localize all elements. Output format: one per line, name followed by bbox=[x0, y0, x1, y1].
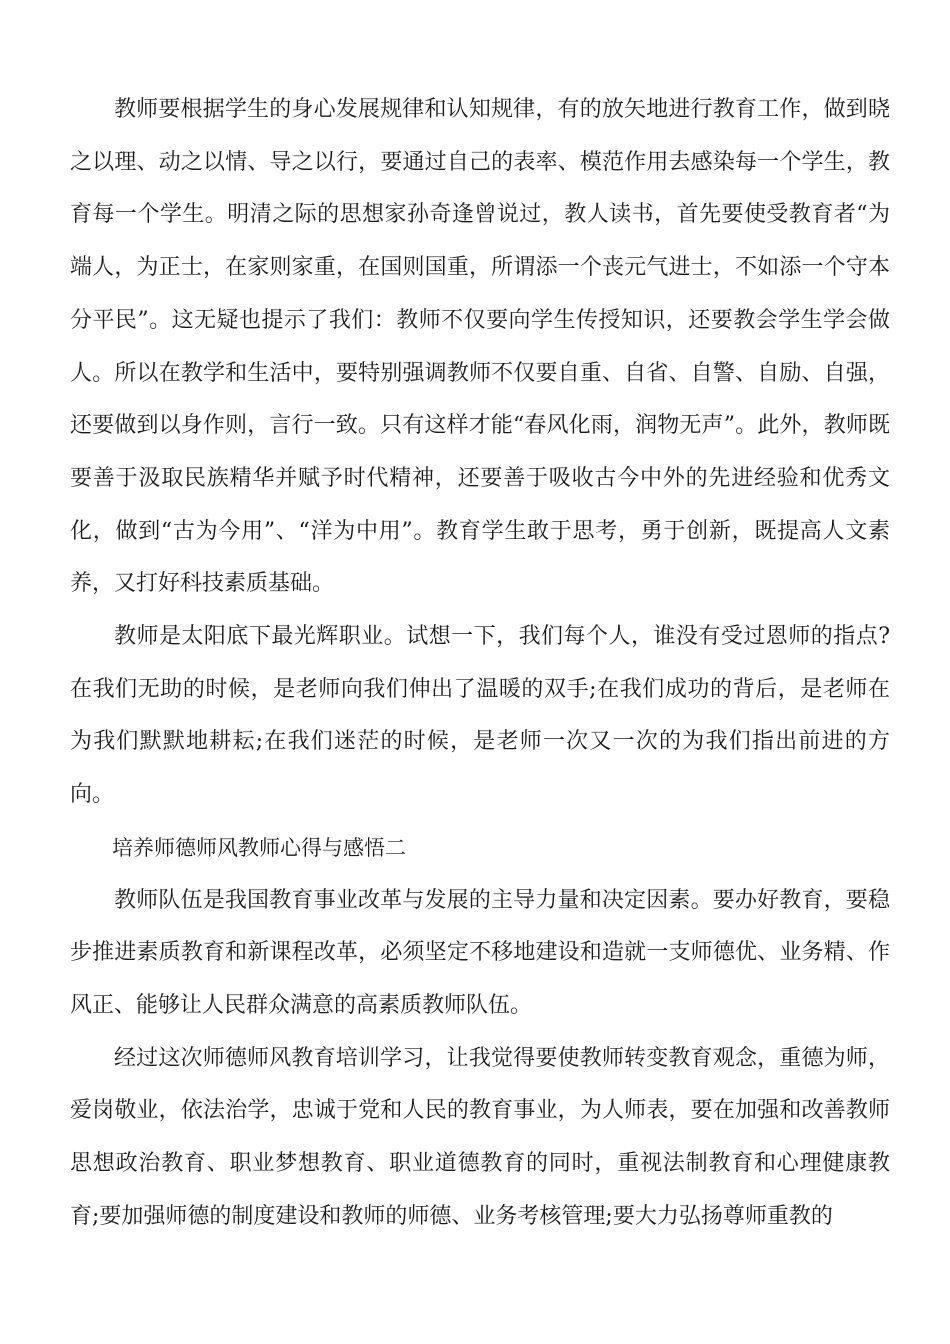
document-page bbox=[70, 84, 890, 1243]
body-paragraph: 经过这次师德师风教育培训学习，让我觉得要使教师转变教育观念，重德为师，爱岗敬业，依法治学，忠诚于党和人民的教育事业，为人师表，要在加强和改善教师思想政治教育、职业梦想教育、职业道德教育的同时，重视法制教育和心理健康教育;要加强师德的制度建设和教师的师德、业务考核管理;要大力弘扬尊师重教的 bbox=[70, 1045, 890, 1229]
body-paragraph: 教师要根据学生的身心发展规律和认知规律，有的放矢地进行教育工作，做到晓之以理、动之以情、导之以行，要通过自己的表率、模范作用去感染每一个学生，教育每一个学生。明清之际的思想家孙奇逢曾说过，教人读书，首先要使受教育者“为端人，为正士，在家则家重，在国则国重，所谓添一个丧元气进士，不如添一个守本分平民”。这无疑也提示了我们：教师不仅要向学生传授知识，还要教会学生学会做人。所以在教学和生活中，要特别强调教师不仅要自重、自省、自警、自励、自强，还要做到以身作则，言行一致。只有这样才能“春风化雨，润物无声”。此外，教师既要善于汲取民族精华并赋予时代精神，还要善于吸收古今中外的先进经验和优秀文化，做到“古为今用”、“洋为中用”。教育学生敢于思考，勇于创新，既提高人文素养，又打好科技素质基础。 bbox=[70, 97, 890, 597]
body-paragraph: 教师是太阳底下最光辉职业。试想一下，我们每个人，谁没有受过恩师的指点?在我们无助的时候，是老师向我们伸出了温暖的双手;在我们成功的背后，是老师在为我们默默地耕耘;在我们迷茫的时候，是老师一次又一次的为我们指出前进的方向。 bbox=[70, 624, 890, 808]
body-paragraph: 教师队伍是我国教育事业改革与发展的主导力量和决定因素。要办好教育，要稳步推进素质教育和新课程改革，必须坚定不移地建设和造就一支师德优、业务精、作风正、能够让人民群众满意的高素质教师队伍。 bbox=[70, 887, 890, 1018]
section-heading: 培养师德师风教师心得与感悟二 bbox=[112, 835, 406, 860]
